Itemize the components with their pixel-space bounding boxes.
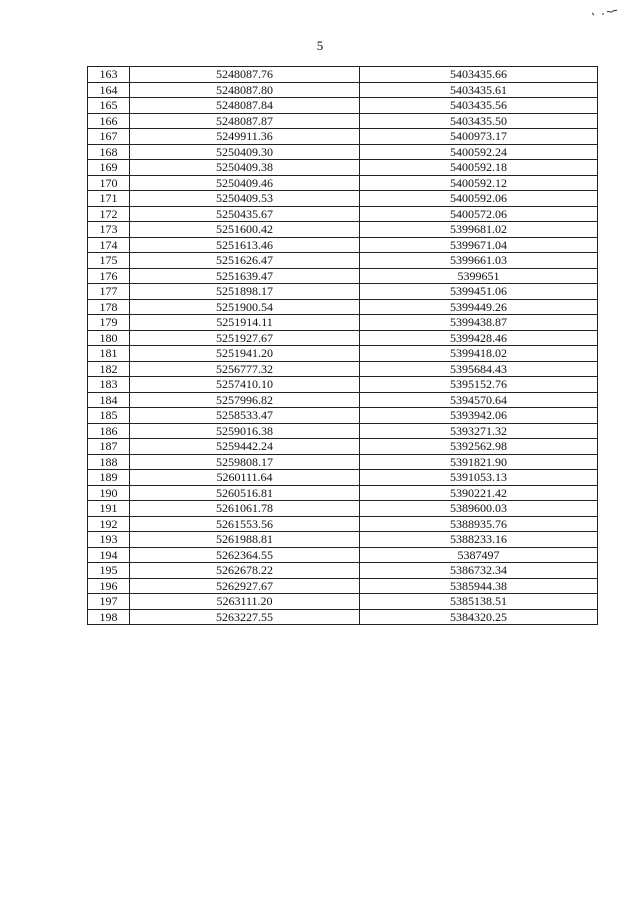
y-coordinate-cell: 5392562.98 xyxy=(360,439,598,455)
point-number-cell: 182 xyxy=(88,361,130,377)
y-coordinate-cell: 5399661.03 xyxy=(360,253,598,269)
x-coordinate-cell: 5251900.54 xyxy=(130,299,360,315)
table-row xyxy=(88,284,598,300)
point-number-cell: 173 xyxy=(88,222,130,238)
table-row xyxy=(88,361,598,377)
table-row xyxy=(88,206,598,222)
y-coordinate-cell: 5399671.04 xyxy=(360,237,598,253)
table-row xyxy=(88,315,598,331)
table-row xyxy=(88,377,598,393)
point-number-cell: 189 xyxy=(88,470,130,486)
table-row xyxy=(88,594,598,610)
y-coordinate-cell: 5400592.12 xyxy=(360,175,598,191)
y-coordinate-cell: 5399428.46 xyxy=(360,330,598,346)
table-row xyxy=(88,563,598,579)
y-coordinate-cell: 5403435.66 xyxy=(360,67,598,83)
y-coordinate-cell: 5387497 xyxy=(360,547,598,563)
y-coordinate-cell: 5399451.06 xyxy=(360,284,598,300)
x-coordinate-cell: 5248087.76 xyxy=(130,67,360,83)
table-row xyxy=(88,82,598,98)
x-coordinate-cell: 5251613.46 xyxy=(130,237,360,253)
x-coordinate-cell: 5251914.11 xyxy=(130,315,360,331)
table-row xyxy=(88,485,598,501)
x-coordinate-cell: 5261988.81 xyxy=(130,532,360,548)
table-row xyxy=(88,346,598,362)
y-coordinate-cell: 5384320.25 xyxy=(360,609,598,625)
coordinates-table-body xyxy=(88,67,598,625)
point-number-cell: 186 xyxy=(88,423,130,439)
table-row xyxy=(88,330,598,346)
point-number-cell: 166 xyxy=(88,113,130,129)
table-row xyxy=(88,175,598,191)
table-row xyxy=(88,299,598,315)
point-number-cell: 177 xyxy=(88,284,130,300)
y-coordinate-cell: 5391821.90 xyxy=(360,454,598,470)
x-coordinate-cell: 5259808.17 xyxy=(130,454,360,470)
y-coordinate-cell: 5403435.50 xyxy=(360,113,598,129)
x-coordinate-cell: 5251898.17 xyxy=(130,284,360,300)
y-coordinate-cell: 5388935.76 xyxy=(360,516,598,532)
y-coordinate-cell: 5393271.32 xyxy=(360,423,598,439)
x-coordinate-cell: 5248087.87 xyxy=(130,113,360,129)
point-number-cell: 197 xyxy=(88,594,130,610)
point-number-cell: 180 xyxy=(88,330,130,346)
point-number-cell: 183 xyxy=(88,377,130,393)
point-number-cell: 165 xyxy=(88,98,130,114)
y-coordinate-cell: 5399449.26 xyxy=(360,299,598,315)
x-coordinate-cell: 5250409.38 xyxy=(130,160,360,176)
x-coordinate-cell: 5248087.84 xyxy=(130,98,360,114)
table-row xyxy=(88,237,598,253)
table-row xyxy=(88,547,598,563)
x-coordinate-cell: 5262927.67 xyxy=(130,578,360,594)
point-number-cell: 191 xyxy=(88,501,130,517)
scan-artifact-mark xyxy=(590,5,620,19)
x-coordinate-cell: 5250435.67 xyxy=(130,206,360,222)
y-coordinate-cell: 5403435.56 xyxy=(360,98,598,114)
x-coordinate-cell: 5250409.46 xyxy=(130,175,360,191)
x-coordinate-cell: 5256777.32 xyxy=(130,361,360,377)
y-coordinate-cell: 5395684.43 xyxy=(360,361,598,377)
point-number-cell: 179 xyxy=(88,315,130,331)
x-coordinate-cell: 5257410.10 xyxy=(130,377,360,393)
point-number-cell: 167 xyxy=(88,129,130,145)
y-coordinate-cell: 5385944.38 xyxy=(360,578,598,594)
table-row xyxy=(88,439,598,455)
point-number-cell: 178 xyxy=(88,299,130,315)
y-coordinate-cell: 5399681.02 xyxy=(360,222,598,238)
point-number-cell: 168 xyxy=(88,144,130,160)
y-coordinate-cell: 5393942.06 xyxy=(360,408,598,424)
x-coordinate-cell: 5251626.47 xyxy=(130,253,360,269)
x-coordinate-cell: 5257996.82 xyxy=(130,392,360,408)
table-row xyxy=(88,454,598,470)
y-coordinate-cell: 5403435.61 xyxy=(360,82,598,98)
x-coordinate-cell: 5248087.80 xyxy=(130,82,360,98)
x-coordinate-cell: 5249911.36 xyxy=(130,129,360,145)
x-coordinate-cell: 5250409.53 xyxy=(130,191,360,207)
table-row xyxy=(88,470,598,486)
table-row xyxy=(88,501,598,517)
coordinates-table xyxy=(87,66,598,625)
table-row xyxy=(88,392,598,408)
table-row xyxy=(88,222,598,238)
table-row xyxy=(88,268,598,284)
point-number-cell: 195 xyxy=(88,563,130,579)
point-number-cell: 163 xyxy=(88,67,130,83)
point-number-cell: 190 xyxy=(88,485,130,501)
y-coordinate-cell: 5394570.64 xyxy=(360,392,598,408)
y-coordinate-cell: 5400592.18 xyxy=(360,160,598,176)
point-number-cell: 170 xyxy=(88,175,130,191)
table-row xyxy=(88,253,598,269)
point-number-cell: 172 xyxy=(88,206,130,222)
table-row xyxy=(88,67,598,83)
y-coordinate-cell: 5399651 xyxy=(360,268,598,284)
x-coordinate-cell: 5260516.81 xyxy=(130,485,360,501)
point-number-cell: 164 xyxy=(88,82,130,98)
table-row xyxy=(88,98,598,114)
y-coordinate-cell: 5400592.06 xyxy=(360,191,598,207)
x-coordinate-cell: 5258533.47 xyxy=(130,408,360,424)
point-number-cell: 192 xyxy=(88,516,130,532)
table-row xyxy=(88,129,598,145)
table-row xyxy=(88,408,598,424)
point-number-cell: 181 xyxy=(88,346,130,362)
x-coordinate-cell: 5259442.24 xyxy=(130,439,360,455)
point-number-cell: 193 xyxy=(88,532,130,548)
table-row xyxy=(88,423,598,439)
x-coordinate-cell: 5260111.64 xyxy=(130,470,360,486)
table-row xyxy=(88,191,598,207)
y-coordinate-cell: 5390221.42 xyxy=(360,485,598,501)
point-number-cell: 196 xyxy=(88,578,130,594)
table-row xyxy=(88,609,598,625)
table-row xyxy=(88,516,598,532)
x-coordinate-cell: 5250409.30 xyxy=(130,144,360,160)
x-coordinate-cell: 5251639.47 xyxy=(130,268,360,284)
x-coordinate-cell: 5251600.42 xyxy=(130,222,360,238)
point-number-cell: 194 xyxy=(88,547,130,563)
x-coordinate-cell: 5263111.20 xyxy=(130,594,360,610)
x-coordinate-cell: 5261061.78 xyxy=(130,501,360,517)
y-coordinate-cell: 5385138.51 xyxy=(360,594,598,610)
y-coordinate-cell: 5389600.03 xyxy=(360,501,598,517)
y-coordinate-cell: 5400592.24 xyxy=(360,144,598,160)
point-number-cell: 169 xyxy=(88,160,130,176)
table-row xyxy=(88,578,598,594)
x-coordinate-cell: 5263227.55 xyxy=(130,609,360,625)
y-coordinate-cell: 5386732.34 xyxy=(360,563,598,579)
point-number-cell: 188 xyxy=(88,454,130,470)
y-coordinate-cell: 5400973.17 xyxy=(360,129,598,145)
point-number-cell: 184 xyxy=(88,392,130,408)
y-coordinate-cell: 5400572.06 xyxy=(360,206,598,222)
table-row xyxy=(88,160,598,176)
page-number: 5 xyxy=(316,38,324,53)
point-number-cell: 174 xyxy=(88,237,130,253)
table-row xyxy=(88,144,598,160)
y-coordinate-cell: 5395152.76 xyxy=(360,377,598,393)
table-row xyxy=(88,532,598,548)
x-coordinate-cell: 5259016.38 xyxy=(130,423,360,439)
x-coordinate-cell: 5262678.22 xyxy=(130,563,360,579)
point-number-cell: 198 xyxy=(88,609,130,625)
point-number-cell: 185 xyxy=(88,408,130,424)
x-coordinate-cell: 5261553.56 xyxy=(130,516,360,532)
y-coordinate-cell: 5388233.16 xyxy=(360,532,598,548)
x-coordinate-cell: 5251927.67 xyxy=(130,330,360,346)
point-number-cell: 171 xyxy=(88,191,130,207)
x-coordinate-cell: 5262364.55 xyxy=(130,547,360,563)
y-coordinate-cell: 5399438.87 xyxy=(360,315,598,331)
point-number-cell: 176 xyxy=(88,268,130,284)
x-coordinate-cell: 5251941.20 xyxy=(130,346,360,362)
table-row xyxy=(88,113,598,129)
point-number-cell: 187 xyxy=(88,439,130,455)
point-number-cell: 175 xyxy=(88,253,130,269)
y-coordinate-cell: 5399418.02 xyxy=(360,346,598,362)
y-coordinate-cell: 5391053.13 xyxy=(360,470,598,486)
